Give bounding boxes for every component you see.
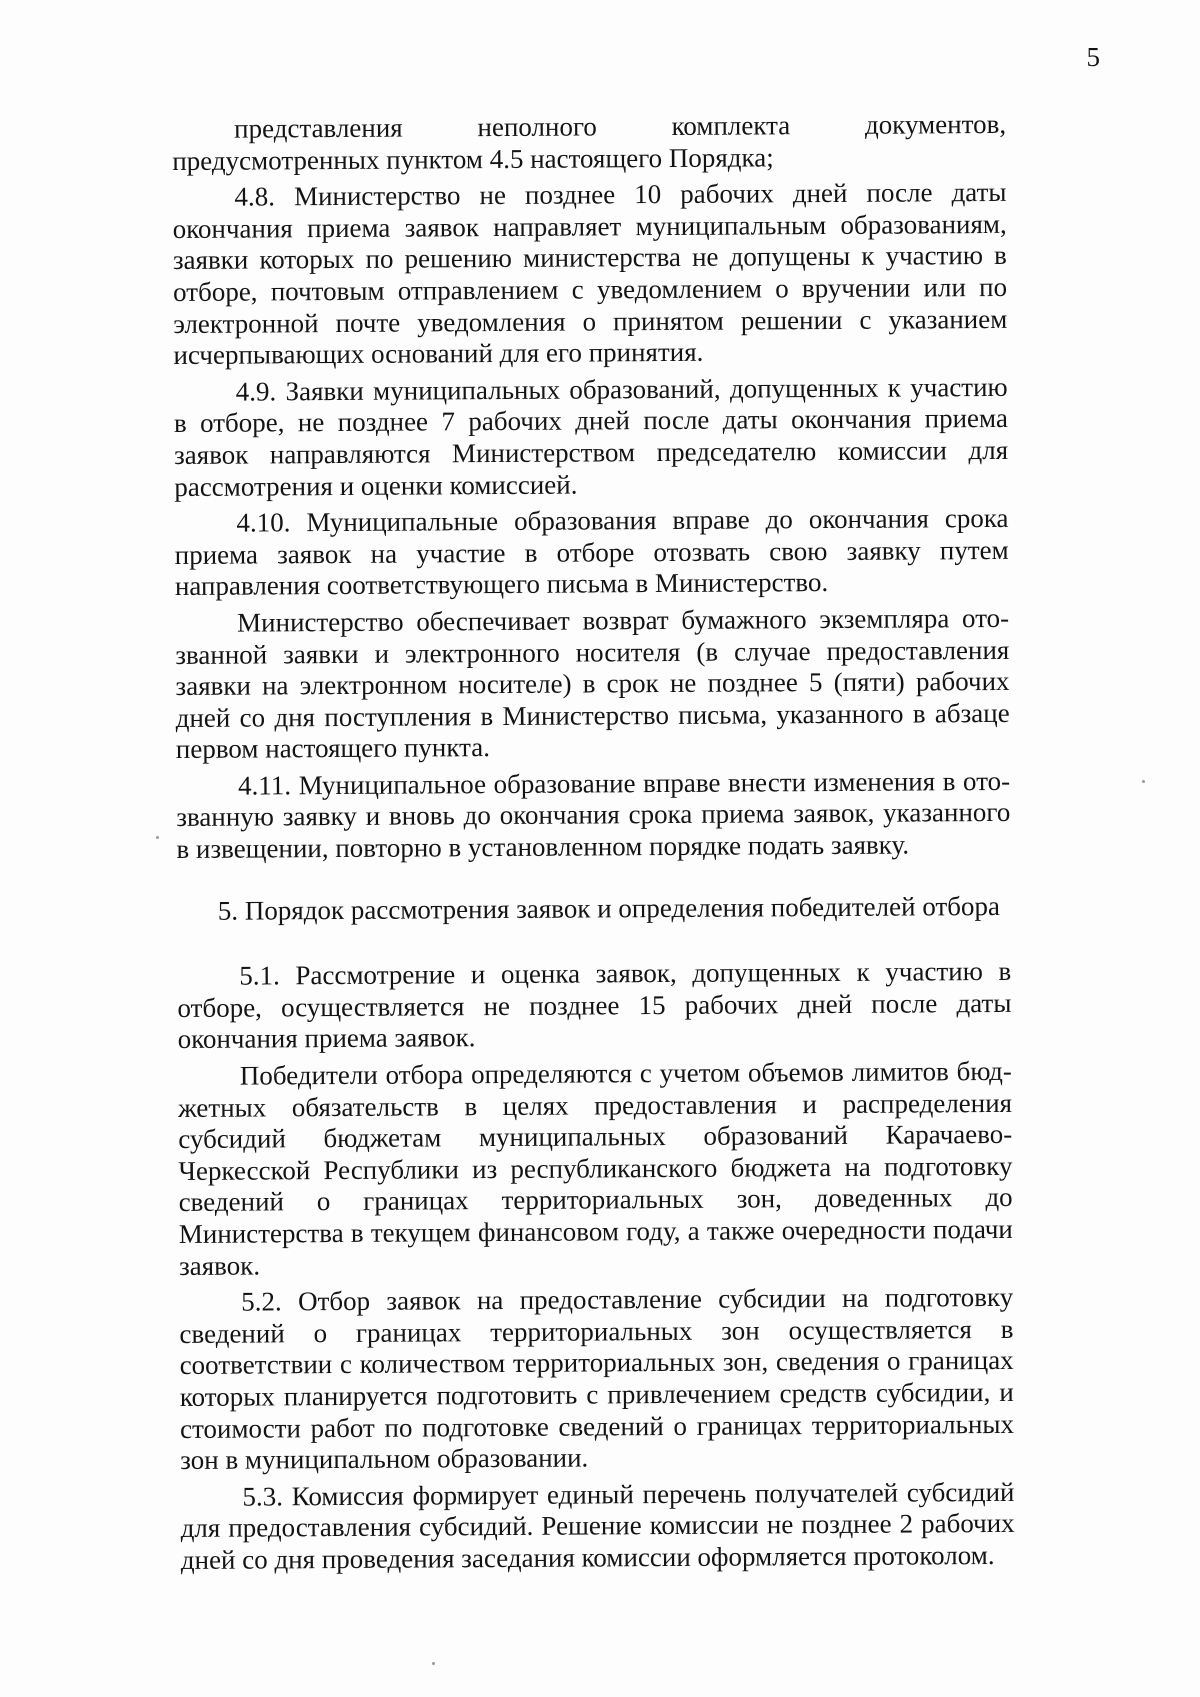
paragraph-4-11: 4.11. Муниципальное образование вправе внести изменения в отозванную заявку и вновь до окончания срока приема заявок, указанного в извещении, повторно в установленном порядке подать заявку. (176, 765, 1011, 865)
paragraph-4-10-return: Министерство обеспечивает возврат бумажного экземпляра отозванной заявки и электронного носителя (в случае предоставления заявки на электронном носителе) в срок не позднее 5 (пяти) рабочих дней со дня поступления в Министерство письма, указанного в абзаце первом настоящего пункта. (175, 602, 1010, 765)
paragraph-5-1-winners: Победители отбора определяются с учетом объемов лимитов бюджетных обязательств в целях предоставления и распределения субсидий бюджетам муниципальных образований Карачаево-Черкесской Республики из республиканского бюджета на подготовку сведений о границах территориальных зон, доведенных до Министерства в текущем финансовом году, а также очередности подачи заявок. (177, 1055, 1013, 1281)
section-5-heading: 5. Порядок рассмотрения заявок и определения победителей отбора (217, 890, 1001, 926)
scan-speck (1142, 780, 1145, 783)
paragraph-4-9: 4.9. Заявки муниципальных образований, допущенных к участию в отборе, не позднее 7 рабочих дней после даты окончания приема заявок направляются Министерством председателю комиссии для рассмотрения и оценки комиссией. (173, 371, 1009, 502)
page-number: 5 (1086, 42, 1100, 72)
scan-speck (432, 1662, 435, 1665)
document-body (172, 109, 1015, 1582)
paragraph-4-10: 4.10. Муниципальные образования вправе до окончания срока приема заявок на участие в отборе отозвать свою заявку путем направления соответствующего письма в Министерство. (174, 503, 1009, 602)
paragraph-5-1: 5.1. Рассмотрение и оценка заявок, допущенных к участию в отборе, осуществляется не позднее 15 рабочих дней после даты окончания приема заявок. (177, 956, 1012, 1055)
paragraph-5-3: 5.3. Комиссия формирует единый перечень получателей субсидий для предоставления субсидий. Решение комиссии не позднее 2 рабочих дней со дня проведения заседания комиссии оформляется протоколом. (180, 1476, 1015, 1575)
paragraph-4-8: 4.8. Министерство не позднее 10 рабочих дней после даты окончания приема заявок направляет муниципальным образованиям, заявки которых по решению министерства не допущены к участию в отборе, почтовым отправлением с уведомлением о вручении или по электронной почте уведомления о принятом решении с указанием исчерпывающих оснований для его принятия. (172, 177, 1008, 371)
paragraph-5-2: 5.2. Отбор заявок на предоставление субсидии на подготовку сведений о границах территориальных зон осуществляется в соответствии с количеством территориальных зон, сведения о границах которых планируется подготовить с привлечением средств субсидии, и стоимости работ по подготовке сведений о границах территориальных зон в муниципальном образовании. (179, 1282, 1015, 1476)
scan-speck (156, 836, 159, 839)
paragraph-incomplete-documents: представления неполного комплекта документов, предусмотренных пунктом 4.5 настоящего Порядка; (172, 108, 1007, 176)
